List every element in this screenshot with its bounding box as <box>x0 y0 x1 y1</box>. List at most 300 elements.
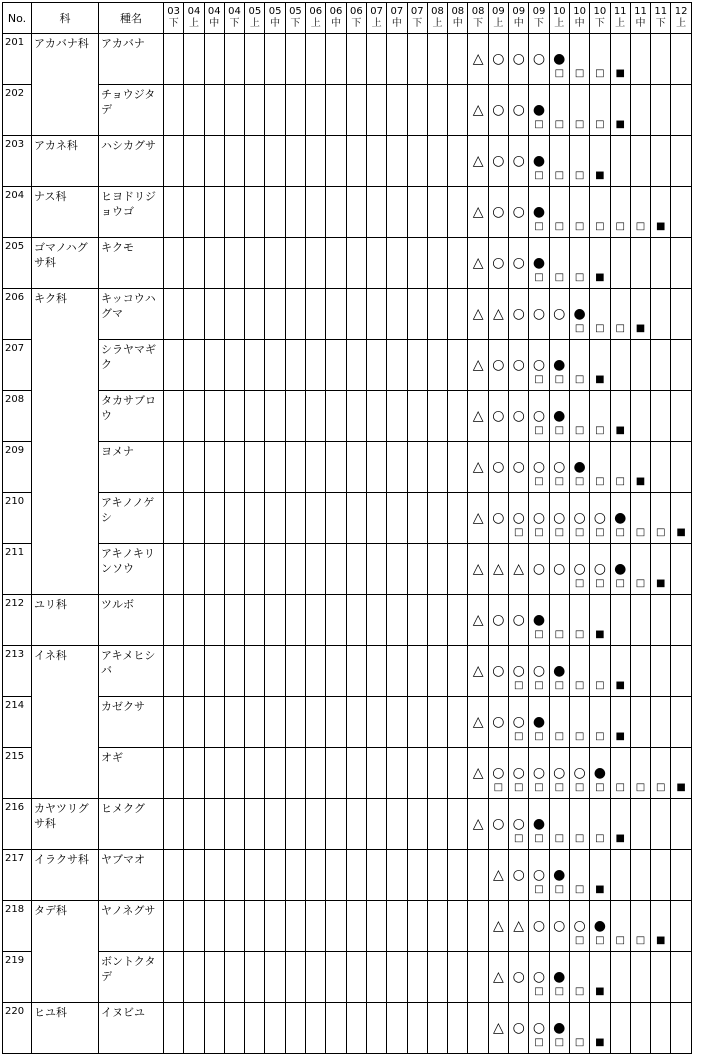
flowering-mark: ○ <box>573 561 586 577</box>
flowering-mark: △ <box>472 816 484 832</box>
period-cell <box>285 340 305 391</box>
fruiting-mark: ■ <box>656 935 666 946</box>
period-cell <box>427 187 447 238</box>
period-cell <box>265 748 285 799</box>
period-cell <box>184 544 204 595</box>
period-month: 08 <box>451 6 465 17</box>
period-cell <box>549 850 569 901</box>
flowering-mark: △ <box>472 306 484 322</box>
fruiting-mark: □ <box>615 782 625 793</box>
period-cell <box>306 646 326 697</box>
fruiting-mark: □ <box>513 527 524 538</box>
fruiting-mark: □ <box>534 629 544 640</box>
period-cell <box>468 1003 488 1054</box>
period-cell <box>610 442 630 493</box>
fruiting-mark: □ <box>595 527 605 538</box>
period-cell <box>164 595 184 646</box>
row-number: 205 <box>3 238 32 289</box>
period-cell <box>590 340 610 391</box>
period-cell <box>427 493 447 544</box>
period-cell <box>224 340 244 391</box>
period-cell <box>366 901 386 952</box>
period-cell <box>671 595 691 646</box>
period-cell <box>265 595 285 646</box>
row-number: 209 <box>3 442 32 493</box>
fruiting-mark: □ <box>595 731 605 742</box>
flowering-mark: △ <box>472 51 484 67</box>
period-cell <box>610 646 630 697</box>
flowering-mark: ○ <box>573 510 586 526</box>
fruiting-mark: □ <box>554 374 565 385</box>
period-cell <box>265 136 285 187</box>
fruiting-mark: □ <box>574 1037 585 1048</box>
period-cell <box>285 1003 305 1054</box>
period-month: 12 <box>674 6 688 17</box>
period-header <box>427 3 447 34</box>
fruiting-mark: □ <box>554 629 565 640</box>
period-cell <box>549 340 569 391</box>
row-number: 202 <box>3 85 32 136</box>
period-cell <box>306 748 326 799</box>
period-cell <box>529 850 549 901</box>
period-cell <box>326 34 346 85</box>
period-cell <box>306 85 326 136</box>
period-cell <box>346 289 366 340</box>
row-number: 219 <box>3 952 32 1003</box>
table-row <box>3 697 692 748</box>
flowering-mark: ○ <box>532 1020 546 1036</box>
flowering-mark: ● <box>614 510 627 526</box>
flowering-mark: △ <box>493 1020 504 1036</box>
period-cell <box>610 697 630 748</box>
period-cell <box>346 850 366 901</box>
period-cell <box>285 799 305 850</box>
period-cell <box>509 391 529 442</box>
period-cell <box>590 748 610 799</box>
period-cell <box>366 85 386 136</box>
table-row <box>3 799 692 850</box>
period-cell <box>265 442 285 493</box>
period-cell <box>387 187 407 238</box>
period-cell <box>610 391 630 442</box>
flowering-mark: ○ <box>532 408 546 424</box>
table-row <box>3 646 692 697</box>
period-cell <box>630 544 650 595</box>
period-cell <box>651 289 671 340</box>
period-cell <box>569 289 589 340</box>
period-cell <box>630 748 650 799</box>
row-number: 206 <box>3 289 32 340</box>
period-cell <box>549 136 569 187</box>
fruiting-mark: □ <box>574 221 585 232</box>
flowering-mark: △ <box>472 714 484 730</box>
period-month: 10 <box>593 6 607 17</box>
fruiting-mark: ■ <box>595 1037 605 1048</box>
no-header: No. <box>3 3 32 34</box>
period-cell <box>427 289 447 340</box>
flowering-mark: ○ <box>532 663 546 679</box>
period-cell <box>326 340 346 391</box>
period-cell <box>366 136 386 187</box>
period-cell <box>366 289 386 340</box>
period-cell <box>224 799 244 850</box>
period-cell <box>448 850 468 901</box>
period-cell <box>224 238 244 289</box>
period-part: 下 <box>594 18 605 29</box>
period-cell <box>488 136 508 187</box>
period-cell <box>224 850 244 901</box>
fruiting-mark: □ <box>554 1037 565 1048</box>
period-cell <box>671 646 691 697</box>
fruiting-mark: □ <box>595 119 605 130</box>
period-cell <box>509 340 529 391</box>
table-row <box>3 238 692 289</box>
period-cell <box>285 238 305 289</box>
period-part: 上 <box>615 18 626 29</box>
period-cell <box>529 442 549 493</box>
period-month: 08 <box>431 6 444 17</box>
period-header <box>448 3 468 34</box>
period-cell <box>509 187 529 238</box>
period-cell <box>448 391 468 442</box>
period-cell <box>549 391 569 442</box>
period-cell <box>346 238 366 289</box>
flowering-mark: △ <box>472 663 484 679</box>
period-cell <box>610 748 630 799</box>
flowering-mark: ○ <box>532 510 546 526</box>
period-cell <box>610 187 630 238</box>
period-month: 05 <box>248 6 262 17</box>
period-cell <box>366 799 386 850</box>
period-cell <box>651 493 671 544</box>
table-header <box>3 3 692 34</box>
row-number: 220 <box>3 1003 32 1054</box>
period-cell <box>651 850 671 901</box>
period-cell <box>468 340 488 391</box>
family-cell: ゴマノハグサ科 <box>32 238 99 289</box>
period-cell <box>427 340 447 391</box>
flowering-mark: ● <box>593 765 606 781</box>
period-cell <box>488 544 508 595</box>
period-cell <box>204 952 224 1003</box>
fruiting-mark: □ <box>554 833 565 844</box>
period-cell <box>326 901 346 952</box>
period-cell <box>529 748 549 799</box>
period-cell <box>407 1003 427 1054</box>
flowering-mark: ○ <box>532 969 546 985</box>
period-part: 下 <box>533 18 544 29</box>
flowering-mark: △ <box>493 561 504 577</box>
period-cell <box>285 595 305 646</box>
period-cell <box>549 595 569 646</box>
period-cell <box>569 85 589 136</box>
period-cell <box>427 85 447 136</box>
period-cell <box>468 136 488 187</box>
fruiting-mark: ■ <box>595 374 605 385</box>
flowering-mark: ○ <box>553 510 566 526</box>
flowering-mark: △ <box>472 561 484 577</box>
period-cell <box>285 136 305 187</box>
period-cell <box>630 493 650 544</box>
period-cell <box>509 493 529 544</box>
period-cell <box>488 391 508 442</box>
period-cell <box>224 748 244 799</box>
period-cell <box>387 799 407 850</box>
period-cell <box>224 697 244 748</box>
row-number: 218 <box>3 901 32 952</box>
period-cell <box>387 646 407 697</box>
flowering-mark: ○ <box>512 357 525 373</box>
period-cell <box>610 340 630 391</box>
period-cell <box>285 901 305 952</box>
period-cell <box>549 34 569 85</box>
species-cell: ボントクタデ <box>99 952 164 1003</box>
fruiting-mark: □ <box>615 578 625 589</box>
flowering-mark: ○ <box>512 255 525 271</box>
flowering-mark: △ <box>513 561 525 577</box>
period-cell <box>387 85 407 136</box>
period-part: 中 <box>574 18 585 29</box>
period-cell <box>306 1003 326 1054</box>
flowering-mark: ○ <box>512 102 525 118</box>
fruiting-mark: ■ <box>656 578 666 589</box>
period-cell <box>326 85 346 136</box>
period-cell <box>407 646 427 697</box>
period-cell <box>427 799 447 850</box>
period-cell <box>306 187 326 238</box>
fruiting-mark: □ <box>513 833 524 844</box>
period-cell <box>245 136 265 187</box>
flowering-mark: ● <box>532 612 546 628</box>
period-cell <box>224 136 244 187</box>
period-cell <box>224 187 244 238</box>
period-part: 下 <box>655 18 666 29</box>
period-month: 08 <box>471 6 485 17</box>
fruiting-mark: □ <box>574 323 585 334</box>
period-cell <box>366 748 386 799</box>
period-cell <box>265 646 285 697</box>
flowering-mark: ● <box>553 51 566 67</box>
period-cell <box>529 1003 549 1054</box>
period-cell <box>407 595 427 646</box>
period-cell <box>529 85 549 136</box>
period-cell <box>204 136 224 187</box>
period-cell <box>366 595 386 646</box>
period-cell <box>204 391 224 442</box>
flowering-mark: ○ <box>512 306 525 322</box>
flowering-mark: △ <box>472 612 484 628</box>
fruiting-mark: □ <box>635 935 646 946</box>
period-cell <box>488 952 508 1003</box>
period-cell <box>204 187 224 238</box>
row-number: 204 <box>3 187 32 238</box>
species-cell: アキメヒシバ <box>99 646 164 697</box>
period-header <box>590 3 610 34</box>
period-cell <box>366 442 386 493</box>
flowering-mark: ○ <box>492 612 505 628</box>
period-part: 中 <box>391 18 402 29</box>
flowering-mark: ○ <box>512 867 525 883</box>
period-month: 09 <box>492 6 505 17</box>
fruiting-mark: ■ <box>615 68 625 79</box>
species-cell: ヒメクグ <box>99 799 164 850</box>
period-cell <box>204 238 224 289</box>
species-cell: イヌビユ <box>99 1003 164 1054</box>
period-cell <box>285 952 305 1003</box>
period-cell <box>245 1003 265 1054</box>
period-cell <box>387 34 407 85</box>
period-part: 中 <box>331 18 342 29</box>
period-cell <box>245 493 265 544</box>
family-cell: キク科 <box>32 289 99 595</box>
period-cell <box>651 1003 671 1054</box>
period-cell <box>366 391 386 442</box>
period-cell <box>529 391 549 442</box>
period-cell <box>407 952 427 1003</box>
fruiting-mark: □ <box>615 935 625 946</box>
period-cell <box>509 85 529 136</box>
period-cell <box>387 136 407 187</box>
flowering-mark: ○ <box>492 204 505 220</box>
period-cell <box>184 289 204 340</box>
period-header <box>245 3 265 34</box>
period-cell <box>366 850 386 901</box>
period-cell <box>671 391 691 442</box>
period-cell <box>427 901 447 952</box>
flowering-mark: ○ <box>492 102 505 118</box>
period-cell <box>346 646 366 697</box>
row-number: 203 <box>3 136 32 187</box>
period-cell <box>630 289 650 340</box>
period-cell <box>285 493 305 544</box>
fruiting-mark: □ <box>513 782 524 793</box>
period-cell <box>326 391 346 442</box>
fruiting-mark: □ <box>493 782 504 793</box>
table-row <box>3 85 692 136</box>
period-cell <box>427 136 447 187</box>
period-cell <box>651 136 671 187</box>
flowering-mark: ○ <box>532 306 546 322</box>
period-cell <box>407 493 427 544</box>
period-cell <box>448 136 468 187</box>
period-cell <box>164 136 184 187</box>
period-cell <box>549 289 569 340</box>
period-cell <box>509 1003 529 1054</box>
period-cell <box>265 901 285 952</box>
period-cell <box>346 34 366 85</box>
period-cell <box>346 136 366 187</box>
flowering-mark: ○ <box>492 714 505 730</box>
period-cell <box>671 34 691 85</box>
period-cell <box>346 442 366 493</box>
period-cell <box>346 391 366 442</box>
period-cell <box>671 340 691 391</box>
period-cell <box>184 595 204 646</box>
flowering-mark: △ <box>493 918 504 934</box>
period-month: 06 <box>349 6 363 17</box>
period-cell <box>387 952 407 1003</box>
period-cell <box>224 952 244 1003</box>
table-body <box>3 34 692 1054</box>
species-cell: キッコウハグマ <box>99 289 164 340</box>
period-cell <box>610 289 630 340</box>
period-cell <box>184 901 204 952</box>
period-part: 下 <box>229 18 240 29</box>
period-cell <box>651 748 671 799</box>
period-cell <box>306 697 326 748</box>
period-cell <box>204 697 224 748</box>
period-cell <box>651 442 671 493</box>
period-cell <box>509 952 529 1003</box>
period-cell <box>671 187 691 238</box>
flowering-mark: △ <box>472 459 484 475</box>
fruiting-mark: □ <box>534 374 544 385</box>
period-cell <box>630 238 650 289</box>
period-cell <box>671 442 691 493</box>
period-cell <box>488 187 508 238</box>
period-cell <box>671 136 691 187</box>
species-cell: キクモ <box>99 238 164 289</box>
fruiting-mark: □ <box>615 527 625 538</box>
period-cell <box>630 697 650 748</box>
period-cell <box>590 238 610 289</box>
table-row <box>3 34 692 85</box>
period-cell <box>448 595 468 646</box>
period-cell <box>569 391 589 442</box>
period-cell <box>346 952 366 1003</box>
period-header <box>306 3 326 34</box>
family-cell: アカネ科 <box>32 136 99 187</box>
period-cell <box>651 952 671 1003</box>
fruiting-mark: ■ <box>635 323 646 334</box>
period-cell <box>427 595 447 646</box>
period-cell <box>326 850 346 901</box>
period-cell <box>387 595 407 646</box>
period-cell <box>366 952 386 1003</box>
period-month: 04 <box>228 6 241 17</box>
flowering-mark: ○ <box>492 663 505 679</box>
period-month: 05 <box>268 6 282 17</box>
fruiting-mark: □ <box>595 68 605 79</box>
fruiting-mark: □ <box>574 374 585 385</box>
period-cell <box>265 34 285 85</box>
period-cell <box>630 901 650 952</box>
table-row <box>3 850 692 901</box>
period-cell <box>224 544 244 595</box>
species-cell: ヤブマオ <box>99 850 164 901</box>
period-cell <box>224 391 244 442</box>
period-cell <box>387 901 407 952</box>
period-cell <box>245 391 265 442</box>
period-cell <box>407 442 427 493</box>
period-part: 中 <box>209 18 220 29</box>
period-cell <box>468 442 488 493</box>
period-cell <box>630 442 650 493</box>
period-cell <box>509 595 529 646</box>
fruiting-mark: □ <box>534 782 544 793</box>
period-header <box>164 3 184 34</box>
period-cell <box>488 748 508 799</box>
period-cell <box>448 442 468 493</box>
flowering-mark: ○ <box>553 918 566 934</box>
species-cell: ツルボ <box>99 595 164 646</box>
period-cell <box>569 748 589 799</box>
period-cell <box>204 901 224 952</box>
period-cell <box>448 289 468 340</box>
period-cell <box>184 1003 204 1054</box>
period-cell <box>448 34 468 85</box>
flowering-mark: ○ <box>512 408 525 424</box>
